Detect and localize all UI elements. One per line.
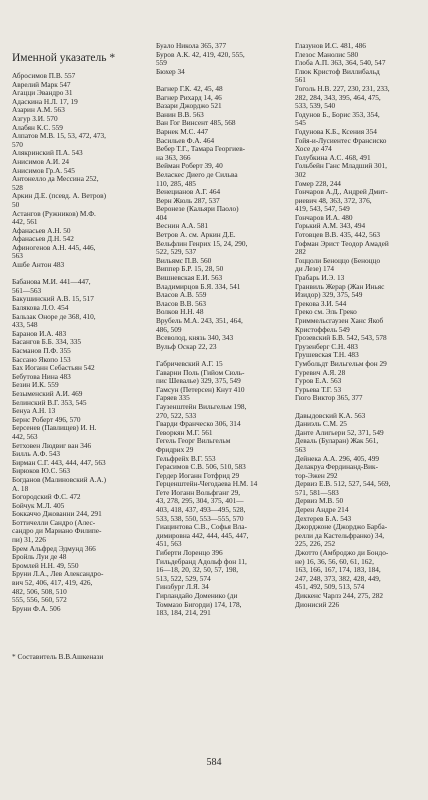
index-entry: Давыдовский К.А. 563	[295, 410, 366, 420]
index-entry: Безин И.К. 559	[12, 380, 59, 390]
index-entry: Азарин А.М. 563	[12, 105, 65, 115]
index-entry: 163, 166, 167, 174, 183, 184,	[295, 565, 381, 575]
index-entry: пи) 31, 226	[12, 535, 46, 545]
index-entry: Гриммельсгаузен Ханс Якоб	[295, 316, 384, 325]
index-entry: Кристоффель 549	[295, 324, 350, 334]
index-entry: Варнек М.С. 447	[156, 126, 209, 136]
index-entry: Дервиз М.В. 50	[295, 496, 344, 506]
index-entry: 570	[12, 139, 23, 149]
index-entry: Азгур З.И. 570	[12, 113, 58, 123]
index-entry: Аркин Д.Е. (псевд. А. Ветров)	[12, 191, 107, 201]
index-entry: Герасимов С.В. 506, 510, 583	[156, 462, 246, 472]
index-entry: Буров А.К. 42, 419, 420, 555,	[156, 49, 245, 59]
index-entry: Берсенев (Павлищев) И. Н.	[12, 423, 97, 433]
index-entry: Вельфлин Генрих 15, 24, 290,	[156, 238, 248, 248]
index-entry: Боккаччо Джованни 244, 291	[12, 509, 102, 519]
index-entry: Гомер 228, 244	[295, 178, 341, 188]
index-entry: Безыменский А.И. 469	[12, 388, 83, 398]
index-entry: Бенуа А.Н. 13	[12, 406, 56, 416]
index-entry: Бабанова М.И. 441—447,	[12, 277, 91, 287]
index-entry: Гурьева Т.Г. 53	[295, 384, 342, 394]
index-entry: 247, 248, 373, 382, 428, 449,	[295, 573, 381, 583]
index-entry: Гончаров А.Д., Андрей Дмит-	[295, 187, 388, 197]
index-entry: Гете Иоганн Вольфганг 29,	[156, 487, 241, 497]
index-entry: Годунова К.Б., Ксения 354	[295, 126, 377, 136]
index-entry: 559	[156, 58, 167, 68]
index-entry: Джорджоне (Джорджо Барба-	[295, 522, 388, 532]
index-entry: Врубель М.А. 243, 351, 464,	[156, 316, 243, 325]
index-entry: Годунов Б., Борис 353, 354,	[295, 109, 380, 119]
index-entry: Веснин А.А. 581	[156, 221, 209, 231]
index-entry: 110, 285, 485	[156, 178, 196, 188]
index-entry: Афиногенов А.Н. 445, 446,	[12, 242, 96, 252]
index-entry: Гранвиль Жерар (Жан Иньяс	[295, 281, 385, 291]
index-entry: Вагнер Г.К. 42, 45, 48	[156, 83, 223, 93]
index-entry: Гиацинтова С.В., Софья Вла-	[156, 522, 247, 532]
index-entry: Джотто (Амброджо ди Бондо-	[295, 548, 389, 558]
index-entry: Бах Иоганн Себастьян 542	[12, 363, 95, 373]
index-entry: Владимирцов Б.Я. 334, 541	[156, 281, 241, 291]
index-entry: Волков Н.Н. 48	[156, 307, 204, 317]
index-entry: Бакушинский А.В. 15, 517	[12, 294, 94, 304]
index-entry: Власов А.В. 559	[156, 290, 207, 300]
index-entry: тор-Эжен 292	[295, 470, 338, 480]
index-entry: Афанасьев Д.Н. 542	[12, 234, 74, 244]
index-entry: Грузенберг С.Н. 483	[295, 341, 358, 351]
index-entry: Гаряев 335	[156, 393, 190, 403]
index-entry: Бруни Л.А., Лев Александро-	[12, 569, 104, 579]
index-entry: 533, 538, 550, 553—555, 570	[156, 513, 244, 523]
index-entry: Диккенс Чарлз 244, 275, 282	[295, 591, 384, 600]
index-entry: ди Лезе) 174	[295, 264, 334, 274]
index-entry: Гоццоли Беноццо (Беноццо	[295, 255, 381, 265]
index-entry: Бернс Роберт 496, 570	[12, 414, 81, 424]
index-entry: Всеволод, князь 340, 343	[156, 333, 234, 343]
index-entry: 563	[12, 251, 23, 261]
index-entry: 404	[156, 212, 167, 222]
index-entry: Астангов (Ружников) М.Ф.	[12, 208, 96, 218]
index-entry: Венецианов А.Г. 464	[156, 187, 221, 197]
index-entry: А. 18	[12, 483, 29, 493]
index-entry: Дехтерев Б.А. 543	[295, 513, 352, 523]
index-entry: 442, 563	[12, 431, 38, 441]
index-entry: 451, 563	[156, 539, 182, 549]
index-entry: Бюхер 34	[156, 66, 185, 76]
index-entry: сандро ди Мариано Филипе-	[12, 526, 102, 536]
index-entry: Глазунов И.С. 481, 486	[295, 41, 366, 50]
index-entry: Вазари Джорджо 521	[156, 101, 222, 111]
index-entry: Власов В.В. 563	[156, 298, 207, 308]
index-entry: Горький А.М. 343, 494	[295, 221, 366, 231]
index-entry: релли да Кастельфранко) 34,	[295, 530, 385, 540]
index-entry: 225, 226, 252	[295, 539, 336, 549]
index-entry: Аврелий Марк 547	[12, 79, 71, 89]
index-entry: Вильямс П.В. 560	[156, 255, 212, 265]
index-entry: Дейнека А.А. 296, 405, 499	[295, 453, 379, 463]
index-entry: Фридрих 29	[156, 444, 194, 454]
index-entry: Абросимов П.В. 557	[12, 71, 76, 80]
index-entry: Гойя-и-Лусиентес Франсиско	[295, 135, 387, 145]
index-entry: Гаварни Поль (Гийом Сюль-	[156, 367, 245, 377]
index-entry: Бассано Якопо 153	[12, 354, 71, 364]
index-entry: Афанасьев А.Н. 50	[12, 225, 71, 235]
index-entry: Деваль (Буларан) Жак 561,	[295, 436, 379, 446]
index-entry: Анисимов Гр.А. 545	[12, 165, 75, 175]
index-entry: Буало Никола 365, 377	[156, 41, 227, 50]
index-column-3	[295, 42, 420, 609]
index-entry: Басманов П.Ф. 355	[12, 346, 71, 355]
index-entry: Вебер Т.Г., Тамара Георгиев-	[156, 144, 246, 154]
index-entry: Антонелло да Мессина 252,	[12, 174, 99, 184]
index-entry: Габричевский А.Г. 15	[156, 358, 223, 368]
index-entry: Бирман С.Г. 443, 444, 447, 563	[12, 457, 106, 467]
index-entry: Гюго Виктор 365, 377	[295, 393, 363, 403]
index-entry: Анисимов А.И. 24	[12, 156, 70, 166]
index-entry: 433, 548	[12, 320, 38, 330]
index-entry: 555, 556, 560, 572	[12, 595, 67, 605]
index-entry: 563	[295, 444, 306, 454]
index-entry: Бирюков Ю.С. 563	[12, 466, 71, 476]
index-entry: Ванин В.В. 563	[156, 109, 204, 119]
index-entry: пис Шевалье) 329, 375, 549	[156, 376, 241, 386]
index-entry: Виппер Б.Р. 15, 28, 50	[156, 264, 224, 274]
index-entry: 561—563	[12, 285, 42, 295]
index-entry: 282	[295, 247, 306, 257]
index-entry: Изидор) 329, 375, 549	[295, 290, 363, 300]
index-entry: 419, 543, 547, 549	[295, 204, 350, 214]
index-entry: Гоголь Н.В. 227, 230, 231, 233,	[295, 83, 390, 93]
index-entry: Алякринский П.А. 543	[12, 148, 83, 158]
index-entry: Богданов (Малиновский А.А.)	[12, 474, 107, 484]
footnote: * Составитель В.В.Ашкенази	[12, 652, 104, 661]
index-entry: 533, 539, 540	[295, 101, 336, 111]
index-heading: Именной указатель *	[12, 52, 116, 64]
index-entry: Герценштейн-Чегодаева Н.М. 14	[156, 479, 258, 489]
index-entry: Бруни Ф.А. 506	[12, 603, 61, 613]
index-entry: Бойчук М.Л. 405	[12, 500, 65, 510]
index-entry: Адаскина Н.Л. 17, 19	[12, 96, 78, 106]
index-entry: Хосе де 474	[295, 144, 332, 154]
index-entry: Басангов Б.Б. 334, 335	[12, 337, 82, 347]
index-entry: Томмазо Бигорди) 174, 178,	[156, 599, 242, 609]
index-entry: Вагнер Рихард 14, 46	[156, 92, 222, 102]
index-entry: димировна 442, 444, 445, 447,	[156, 530, 249, 540]
index-entry: Вишневская Е.И. 563	[156, 273, 223, 283]
index-entry: 486, 509	[156, 324, 182, 334]
index-entry: Билль А.Ф. 543	[12, 449, 60, 459]
index-entry: Белинский В.Г. 353, 545	[12, 397, 87, 407]
index-entry: 302	[295, 169, 306, 179]
index-entry: Гинзбург Л.Я. 34	[156, 582, 209, 592]
index-entry: Васильев Ф.А. 464	[156, 135, 215, 145]
index-entry: Алпатов М.В. 15, 53, 472, 473,	[12, 131, 106, 141]
index-entry: 522, 529, 537	[156, 247, 197, 257]
index-entry: Гольбейн Ганс Младший 301,	[295, 161, 387, 171]
index-entry: 561	[295, 75, 306, 85]
index-entry: Гофман Эрист Теодор Амадей	[295, 238, 389, 248]
index-entry: Ван Гог Винсент 485, 568	[156, 118, 236, 128]
index-entry: Ашбе Антон 483	[12, 260, 65, 270]
index-entry: 545	[295, 118, 306, 128]
index-entry: Глюк Кристоф Виллибальд	[295, 66, 380, 76]
index-entry: 282, 284, 343, 395, 464, 475,	[295, 92, 381, 102]
index-entry: Гердер Иоганн Готфрид 29	[156, 470, 240, 480]
index-entry: Гуров Е.А. 563	[295, 376, 342, 386]
index-entry: Гончаров И.А. 480	[295, 212, 353, 222]
index-entry: Голубкина А.С. 468, 491	[295, 152, 371, 162]
index-entry: Гельфрейх В.Г. 553	[156, 453, 216, 463]
index-entry: Алабян К.С. 559	[12, 122, 63, 132]
index-entry: Дерен Андре 214	[295, 505, 349, 515]
index-entry: Грозевский Б.В. 542, 543, 578	[295, 333, 387, 343]
index-entry: Бройль Луи де 48	[12, 552, 67, 562]
index-entry: Даниэль С.М. 25	[295, 419, 347, 429]
index-entry: не) 16, 36, 56, 60, 61, 162,	[295, 556, 374, 566]
index-entry: Ветров А. см. Аркин Д.Е.	[156, 230, 236, 240]
index-entry: Дионисий 226	[295, 599, 340, 609]
index-entry: 270, 522, 533	[156, 410, 197, 420]
index-entry: Гирландайо Доменико (ди	[156, 591, 238, 600]
index-entry: Глоба А.П. 363, 364, 540, 547	[295, 58, 386, 68]
index-entry: Греко см. Эль Греко	[295, 307, 357, 317]
index-entry: 403, 418, 437, 493—495, 528,	[156, 505, 246, 515]
index-entry: Гамсун (Петерсен) Кнут 410	[156, 384, 245, 394]
index-entry: Гумбольдт Вильгельм фон 29	[295, 358, 387, 368]
index-entry: Брем Альфред Эдмунд 366	[12, 543, 96, 553]
index-entry: Бальзак Оноре де 368, 410,	[12, 311, 96, 321]
index-entry: Гильдебранд Адольф фон 11,	[156, 556, 247, 566]
index-entry: Балякова Л.О. 454	[12, 303, 69, 313]
index-entry: Данте Алигьери 52, 371, 549	[295, 427, 384, 437]
index-entry: 442, 561	[12, 217, 38, 227]
index-entry: Гегель Георг Вильгельм	[156, 436, 231, 446]
index-entry: 513, 522, 529, 574	[156, 573, 211, 583]
index-column-2	[156, 42, 288, 618]
index-entry: Вейман Роберт 39, 40	[156, 161, 223, 171]
index-entry: 482, 506, 508, 510	[12, 586, 67, 596]
index-entry: 451, 492, 509, 513, 574	[295, 582, 365, 592]
index-entry: Гиберти Лоренцо 396	[156, 548, 223, 558]
index-entry: Гуревич А.Я. 28	[295, 367, 346, 377]
index-entry: Веронезе (Кальяри Паоло)	[156, 204, 239, 214]
index-entry: 183, 184, 214, 291	[156, 608, 211, 618]
index-entry: Гаузенштейн Вильгельм 198,	[156, 401, 247, 411]
index-entry: Грушевская Т.Н. 483	[295, 350, 359, 360]
index-entry: 16—18, 20, 32, 50, 57, 198,	[156, 565, 239, 575]
index-entry: на 363, 366	[156, 152, 191, 162]
index-entry: Делакруа Фердинанд-Вик-	[295, 462, 379, 472]
index-entry: Грекова З.И. 544	[295, 298, 347, 308]
index-entry: 43, 278, 295, 304, 375, 401—	[156, 496, 244, 506]
index-entry: вич 52, 406, 417, 419, 426,	[12, 578, 93, 588]
index-entry: 571, 581—583	[295, 487, 339, 497]
page-number: 584	[206, 757, 222, 768]
index-entry: риевич 48, 363, 372, 376,	[295, 195, 372, 205]
index-entry: Геворкян М.Г. 561	[156, 427, 213, 437]
index-entry: Вульф Оскар 22, 23	[156, 341, 217, 351]
index-entry: Глезос Манолис 580	[295, 49, 359, 59]
index-entry: 528	[12, 182, 23, 192]
index-entry: Гварди Франческо 306, 314	[156, 419, 241, 429]
index-entry: Готовцев В.В. 435, 442, 563	[295, 230, 381, 240]
index-column-1	[12, 72, 152, 613]
index-entry: 50	[12, 199, 20, 209]
index-entry: Верн Жюль 287, 537	[156, 195, 220, 205]
index-entry: Агацци Эвандро 31	[12, 88, 73, 98]
index-entry: Богородский Ф.С. 472	[12, 492, 81, 502]
index-entry: Бетховен Людвиг ван 346	[12, 440, 92, 450]
index-entry: Веласкес Диего де Сильва	[156, 169, 238, 179]
index-entry: Грабарь И.Э. 13	[295, 273, 345, 283]
index-entry: Боттичелли Сандро (Алес-	[12, 517, 96, 527]
index-entry: Бебутова Нина 483	[12, 371, 71, 381]
index-entry: Баранов И.А. 483	[12, 328, 67, 338]
index-entry: Дервиз Е.В. 512, 527, 544, 569,	[295, 479, 391, 489]
index-entry: Бромлей Н.Н. 49, 550	[12, 560, 79, 570]
